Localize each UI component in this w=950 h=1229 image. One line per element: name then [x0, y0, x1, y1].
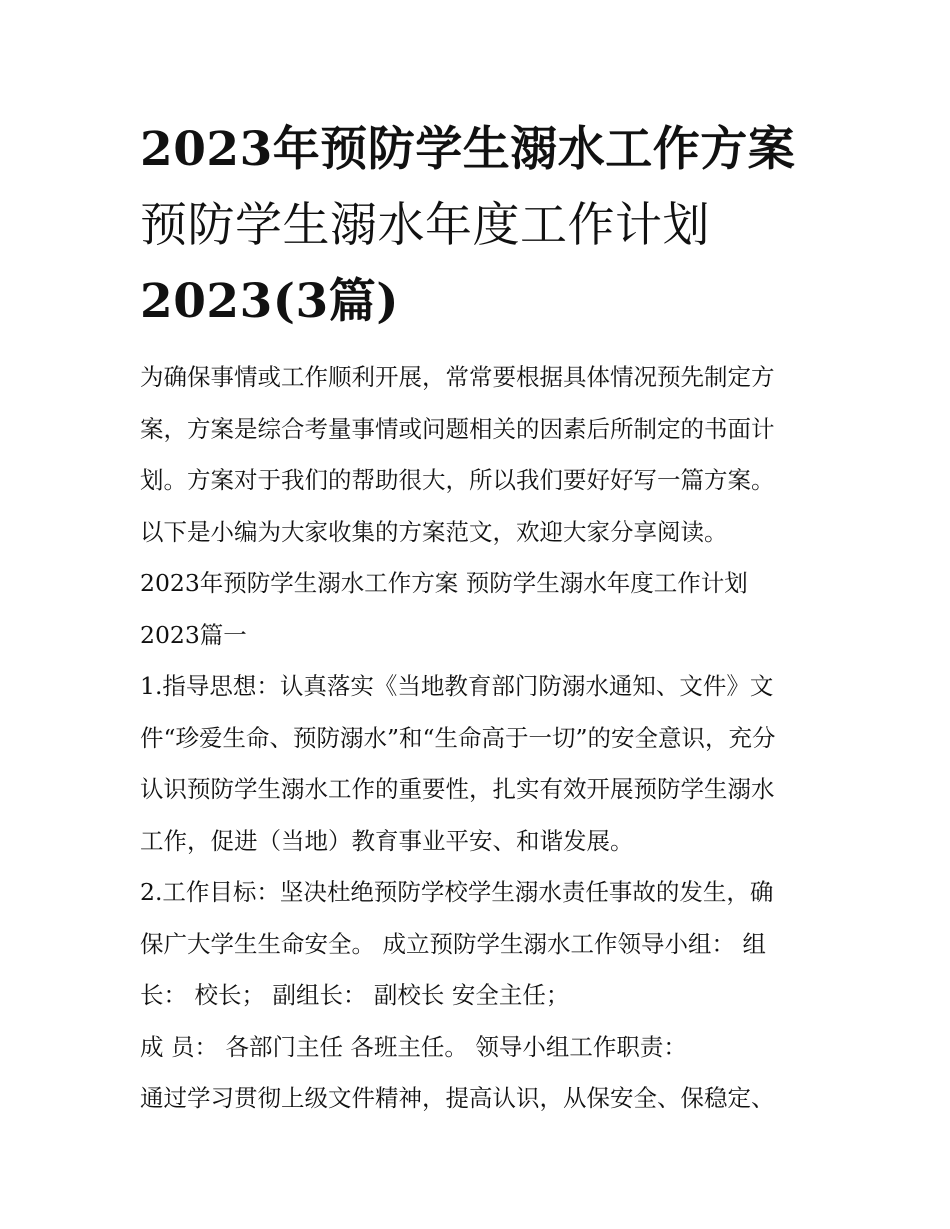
body-line: 2.工作目标：坚决杜绝预防学校学生溺水责任事故的发生，确: [140, 878, 774, 906]
title-line: 预防学生溺水年度工作计划: [140, 198, 710, 253]
body-line: 长： 校长； 副组长： 副校长 安全主任；: [140, 981, 570, 1009]
body-line: 通过学习贯彻上级文件精神，提高认识，从保安全、保稳定、: [140, 1084, 775, 1112]
document-title: [140, 112, 820, 340]
body-line: 2023篇一: [140, 620, 247, 649]
body-line: 件“珍爱生命、预防溺水”和“生命高于一切”的安全意识，充分: [140, 723, 776, 752]
body-line: 为确保事情或工作顺利开展，常常要根据具体情况预先制定方: [140, 363, 775, 391]
body-line: 以下是小编为大家收集的方案范文，欢迎大家分享阅读。: [140, 517, 728, 546]
title-line: 2023(3篇): [140, 274, 399, 329]
body-line: 划。方案对于我们的帮助很大，所以我们要好好写一篇方案。: [140, 466, 775, 494]
title-line: 2023年预防学生溺水工作方案: [140, 122, 796, 177]
body-line: 案，方案是综合考量事情或问题相关的因素后所制定的书面计: [140, 414, 775, 443]
body-line: 成 员： 各部门主任 各班主任。 领导小组工作职责：: [140, 1032, 687, 1061]
body-line: 1.指导思想：认真落实《当地教育部门防溺水通知、文件》文: [140, 672, 774, 700]
body-line: 2023年预防学生溺水工作方案 预防学生溺水年度工作计划: [140, 569, 748, 597]
body-line: 工作，促进（当地）教育事业平安、和谐发展。: [140, 826, 634, 855]
document-body: [140, 352, 820, 1125]
body-line: 认识预防学生溺水工作的重要性，扎实有效开展预防学生溺水: [140, 775, 775, 803]
body-line: 保广大学生生命安全。 成立预防学生溺水工作领导小组： 组: [140, 929, 766, 958]
